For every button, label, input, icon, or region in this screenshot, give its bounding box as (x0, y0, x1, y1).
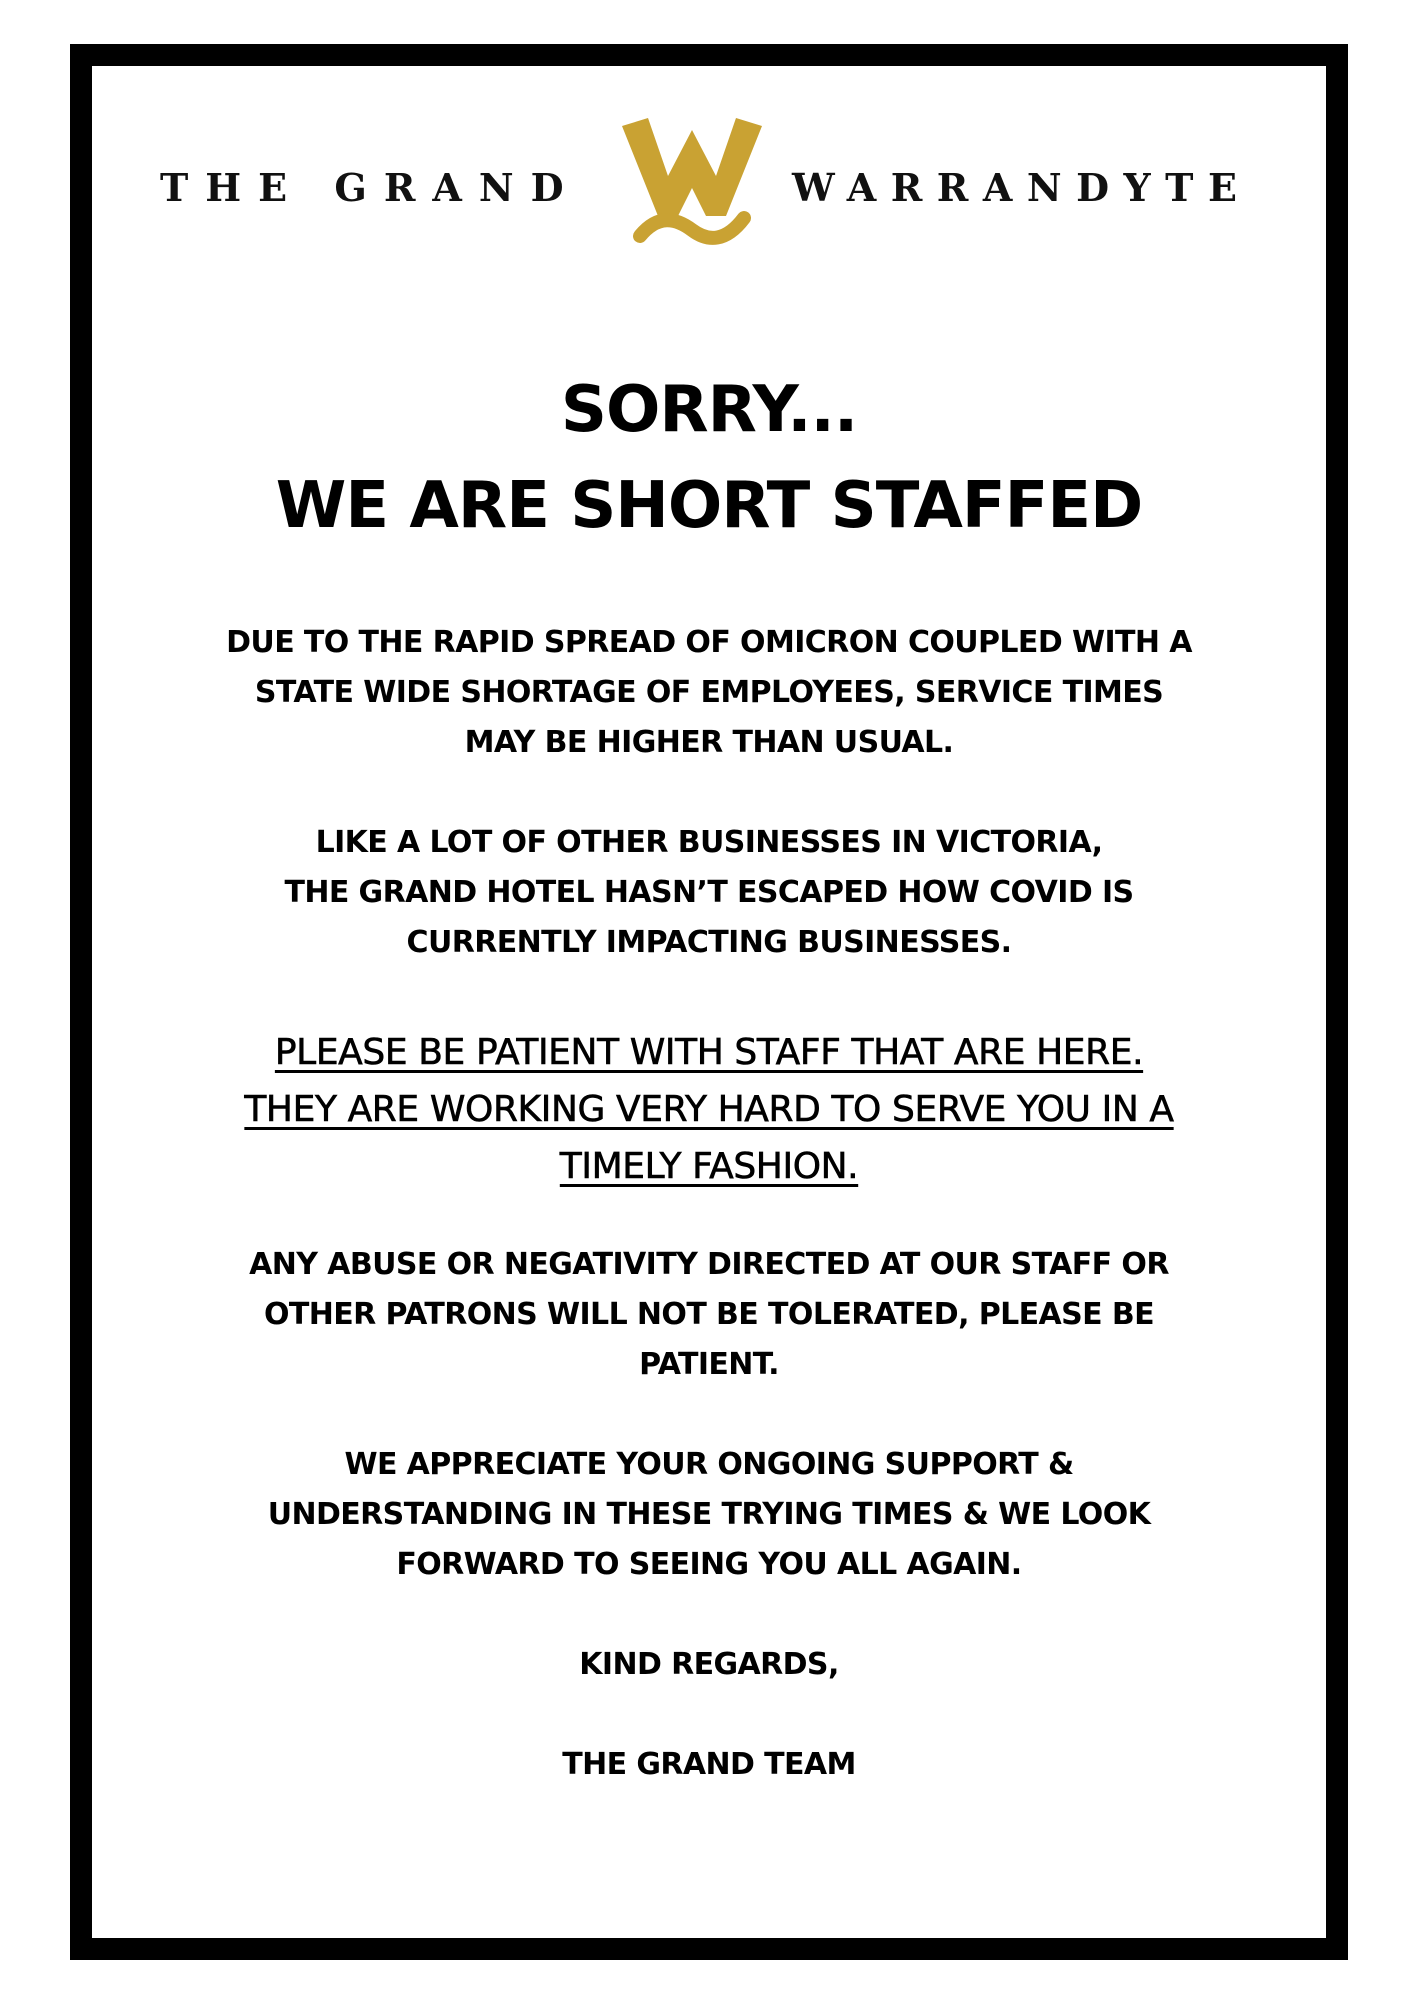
w-wave-logo-icon (622, 118, 762, 248)
signoff-team: THE GRAND TEAM (562, 1747, 856, 1782)
paragraph-line: ANY ABUSE OR NEGATIVITY DIRECTED AT OUR STAFF OR (249, 1247, 1169, 1282)
paragraph-line: FORWARD TO SEEING YOU ALL AGAIN. (396, 1547, 1022, 1582)
underlined-text: THEY ARE WORKING VERY HARD TO SERVE YOU IN A (244, 1089, 1174, 1130)
paragraph-line: DUE TO THE RAPID SPREAD OF OMICRON COUPLED WITH A (226, 625, 1192, 660)
poster-frame (70, 44, 1348, 1960)
brand-name-right: WARRANDYTE (792, 165, 1252, 210)
paragraph-line: WE APPRECIATE YOUR ONGOING SUPPORT & (344, 1447, 1074, 1482)
headline (92, 362, 1326, 554)
underlined-text: PLEASE BE PATIENT WITH STAFF THAT ARE HERE. (274, 1032, 1144, 1073)
brand-header (92, 118, 1326, 258)
paragraph-line-underlined (92, 1138, 1326, 1195)
paragraph-line: THE GRAND HOTEL HASN’T ESCAPED HOW COVID IS (284, 875, 1134, 910)
paragraph-line-underlined (92, 1081, 1326, 1138)
paragraph-line: LIKE A LOT OF OTHER BUSINESSES IN VICTORIA, (315, 825, 1103, 860)
paragraph-be-patient (92, 1024, 1326, 1195)
paragraph-line: CURRENTLY IMPACTING BUSINESSES. (406, 925, 1012, 960)
paragraph-line: UNDERSTANDING IN THESE TRYING TIMES & WE LOOK (267, 1497, 1151, 1532)
paragraph-line-underlined (92, 1024, 1326, 1081)
paragraph-appreciation (92, 1440, 1326, 1590)
paragraph-victoria (92, 818, 1326, 968)
paragraph-line: OTHER PATRONS WILL NOT BE TOLERATED, PLEASE BE (263, 1297, 1155, 1332)
paragraph-no-abuse (92, 1240, 1326, 1390)
paragraph-line: PATIENT. (639, 1347, 779, 1382)
headline-line-1: SORRY... (560, 373, 858, 447)
paragraph-omicron (92, 618, 1326, 768)
underlined-text: TIMELY FASHION. (559, 1146, 859, 1187)
brand-name-left: THE GRAND (160, 165, 581, 210)
paragraph-line: MAY BE HIGHER THAN USUAL. (464, 725, 954, 760)
headline-line-2: WE ARE SHORT STAFFED (275, 469, 1143, 543)
paragraph-line: STATE WIDE SHORTAGE OF EMPLOYEES, SERVICE TIMES (254, 675, 1164, 710)
signoff-closing: KIND REGARDS, (579, 1647, 839, 1682)
